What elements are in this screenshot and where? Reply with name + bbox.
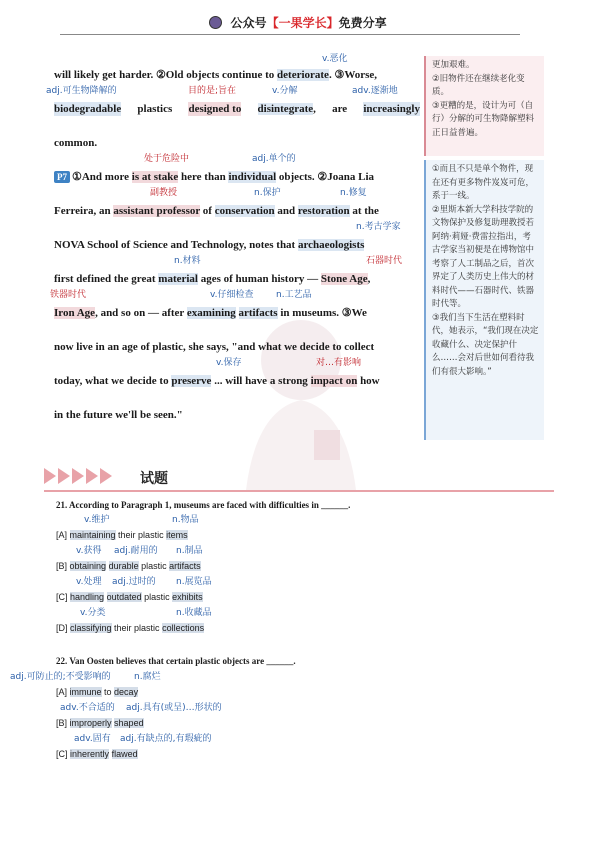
note-iron-age: 铁器时代 <box>50 290 87 300</box>
word-conservation: conservation <box>214 205 275 217</box>
word-iron-age: Iron Age <box>54 307 96 319</box>
passage-line-3: common. <box>54 137 98 149</box>
translation-text: ③更糟的是，设计为可（自行）分解的可生物降解塑料正日益普遍。 <box>432 100 535 138</box>
note-preserve: v.保存 <box>216 358 242 368</box>
text-span: first defined the great <box>54 273 159 285</box>
word-deteriorate: deteriorate <box>277 69 329 81</box>
word-impact-on: impact on <box>310 375 358 387</box>
passage-line-11: in the future we'll be seen." <box>54 409 183 421</box>
word-restoration: restoration <box>297 205 350 217</box>
word-biodegradable: biodegradable <box>54 103 122 115</box>
text-span: ages of human history — <box>197 273 321 285</box>
option-label: [C] <box>56 592 71 602</box>
note-restoration: n.修复 <box>340 188 367 198</box>
option-word: immune <box>69 687 102 697</box>
translation-text: ①而且不只是单个物件，现在还有更多物件岌岌可危，系于一线。 <box>432 164 535 201</box>
paragraph-badge: P7 <box>54 171 70 183</box>
note-biodegradable: adj.可生物降解的 <box>46 86 117 96</box>
option-note: adv.固有 <box>74 734 111 744</box>
text-span: NOVA School of Science and Technology, notes that <box>54 239 298 251</box>
note-archaeologists: n.考古学家 <box>356 222 401 232</box>
text-span: are <box>332 103 348 115</box>
word-stone-age: Stone Age <box>320 273 368 285</box>
note-individual: adj.单个的 <box>252 154 296 164</box>
text-span: , <box>367 273 371 285</box>
option-label: [B] <box>56 718 70 728</box>
text-span: here than <box>178 171 229 183</box>
section-title: 试题 <box>140 471 168 487</box>
text-span: objects. ②Joana Lia <box>276 171 375 183</box>
passage-line-5 <box>54 204 420 218</box>
note-impact-on: 对…有影响 <box>316 358 362 368</box>
option-text: plastic <box>138 561 170 571</box>
note-material: n.材料 <box>174 256 201 266</box>
word-disintegrate: disintegrate <box>257 103 314 115</box>
option-label: [A] <box>56 530 70 540</box>
option-text: their plastic <box>111 623 163 633</box>
option-word: collections <box>162 623 205 633</box>
text-span: ... will have a strong <box>211 375 311 387</box>
option-note: adj.有缺点的,有瑕疵的 <box>120 734 212 744</box>
option-word: classifying <box>70 623 112 633</box>
option-word: artifacts <box>169 561 201 571</box>
option-note: adv.不合适的 <box>60 703 115 713</box>
option-label: [D] <box>56 623 71 633</box>
note-assistant-professor: 副教授 <box>150 188 178 198</box>
option-word: decay <box>114 687 139 697</box>
passage-line-4 <box>54 170 420 184</box>
note-conservation: n.保护 <box>254 188 281 198</box>
option-note: v.获得 <box>76 546 102 556</box>
word-archaeologists: archaeologists <box>297 239 365 251</box>
word-artifacts: artifacts <box>238 307 278 319</box>
option-word: items <box>166 530 188 540</box>
note-disintegrate: v.分解 <box>272 86 298 96</box>
option-note: n.展览品 <box>176 577 212 587</box>
translation-text: 更加艰难。 <box>432 60 475 70</box>
option-label: [B] <box>56 561 70 571</box>
option-22-c[interactable] <box>56 749 138 759</box>
option-note: n.制品 <box>176 546 203 556</box>
text-span: how <box>357 375 380 387</box>
option-21-d[interactable] <box>56 623 204 633</box>
option-text: plastic <box>141 592 173 602</box>
header-divider <box>60 34 520 35</box>
header-bracket-open: 【 <box>266 16 279 30</box>
option-text: to <box>101 687 115 697</box>
option-word: flawed <box>111 749 138 759</box>
header-bracket-close: 】 <box>326 16 339 30</box>
word-individual: individual <box>228 171 277 183</box>
translation-text: ③我们当下生活在塑料时代，她表示，“我们现在决定收藏什么、决定保护什么……会对后世如何看待我们有很大影响。” <box>432 312 539 377</box>
note-examining: v.仔细检查 <box>210 290 254 300</box>
question-22-stem: 22. Van Oosten believes that certain plastic objects are ______. <box>56 656 296 666</box>
option-label: [A] <box>56 687 70 697</box>
text-span: at the <box>349 205 379 217</box>
word-examining: examining <box>186 307 236 319</box>
text-span: in museums. ③We <box>277 307 367 319</box>
header-suffix: 免费分享 <box>338 16 387 30</box>
option-word: inherently <box>70 749 110 759</box>
section-divider <box>44 490 554 492</box>
option-word: improperly <box>69 718 112 728</box>
option-21-a[interactable] <box>56 530 188 540</box>
passage-line-9: now live in an age of plastic, she says, "and what we decide to collect <box>54 341 375 353</box>
text-span: , and so on — after <box>95 307 187 319</box>
option-note: adj.过时的 <box>112 577 156 587</box>
option-22-b[interactable] <box>56 718 144 728</box>
option-note: n.物品 <box>172 515 199 525</box>
passage-line-6 <box>54 238 420 252</box>
page-header <box>0 14 596 31</box>
option-word: maintaining <box>69 530 116 540</box>
option-word: shaped <box>114 718 144 728</box>
passage-line-2: biodegradable plastics designed to disintegrate, are increasingly <box>54 103 420 115</box>
option-note: v.维护 <box>84 515 110 525</box>
option-word: exhibits <box>172 592 203 602</box>
translation-panel-top <box>424 56 544 156</box>
option-word: handling <box>70 592 105 602</box>
option-note: adj.耐用的 <box>114 546 158 556</box>
question-21-stem: 21. According to Paragraph 1, museums are faced with difficulties in ______. <box>56 500 351 510</box>
option-note: adj.可防止的;不受影响的 <box>10 672 111 682</box>
option-text: their plastic <box>115 530 167 540</box>
translation-panel-bottom <box>424 160 544 440</box>
header-prefix: 公众号 <box>230 16 267 30</box>
option-note: n.收藏品 <box>176 608 212 618</box>
word-increasingly: increasingly <box>363 103 420 115</box>
word-designed-to: designed to <box>188 103 242 115</box>
text-span: . ③Worse, <box>328 69 378 81</box>
note-deteriorate: v.恶化 <box>322 54 348 64</box>
word-at-stake: is at stake <box>131 171 179 183</box>
note-increasingly: adv.逐渐地 <box>352 86 398 96</box>
option-22-a[interactable] <box>56 687 138 697</box>
avatar-icon <box>209 16 222 29</box>
option-note: v.处理 <box>76 577 102 587</box>
option-note: adj.具有(或呈)…形状的 <box>126 703 222 713</box>
word-preserve: preserve <box>171 375 212 387</box>
option-word: obtaining <box>69 561 107 571</box>
option-21-c[interactable] <box>56 592 203 602</box>
header-brand: 一果学长 <box>278 16 327 30</box>
note-designed: 目的是;旨在 <box>188 86 237 96</box>
note-at-stake: 处于危险中 <box>144 154 190 164</box>
option-label: [C] <box>56 749 71 759</box>
word-assistant-professor: assistant professor <box>113 205 201 217</box>
text-span: and <box>274 205 298 217</box>
option-word: durable <box>108 561 139 571</box>
translation-text: ②旧物件还在继续老化变质。 <box>432 73 525 97</box>
option-21-b[interactable] <box>56 561 201 571</box>
section-chevrons-icon <box>44 466 134 486</box>
text-span: plastics <box>137 103 173 115</box>
passage-line-10 <box>54 374 420 388</box>
word-material: material <box>158 273 198 285</box>
text-span: will likely get harder. ②Old objects continue to <box>54 69 278 81</box>
text-span: Ferreira, an <box>54 205 114 217</box>
note-artifacts: n.工艺品 <box>276 290 312 300</box>
text-span: ①And more <box>72 171 132 183</box>
option-note: v.分类 <box>80 608 106 618</box>
passage-line-1 <box>54 68 420 82</box>
text-span: today, what we decide to <box>54 375 172 387</box>
option-note: n.腐烂 <box>134 672 161 682</box>
watermark-illustration-icon <box>226 300 376 490</box>
text-span: of <box>200 205 215 217</box>
passage-line-7 <box>54 272 420 286</box>
translation-text: ②里斯本新大学科技学院的文物保护及修复助理教授若阿纳·莉娅·费雷拉指出，考古学家当初便是在博物馆中考察了人工制品之后，首次界定了人类历史上伟大的材料时代——石器时代、铁器时代等。 <box>432 204 535 309</box>
note-stone-age: 石器时代 <box>366 256 403 266</box>
passage-line-8 <box>54 306 420 320</box>
option-word: outdated <box>106 592 142 602</box>
